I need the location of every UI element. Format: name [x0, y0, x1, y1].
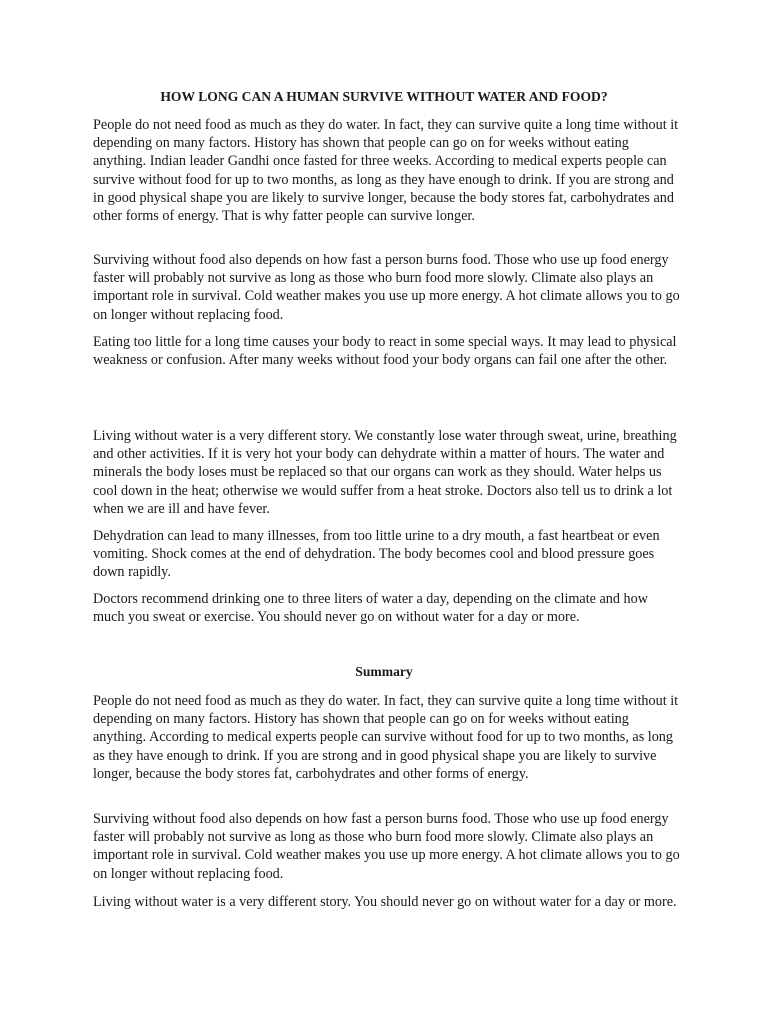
paragraph-eating-little: Eating too little for a long time causes your body to react in some special ways. It may lead to physical weakness or confusion. After many weeks without food your body organs can fail one after the other.	[93, 334, 677, 369]
summary-paragraph-water: Living without water is a very different story. You should never go on without water for a day or more.	[93, 894, 677, 910]
document-title: HOW LONG CAN A HUMAN SURVIVE WITHOUT WATER AND FOOD?	[160, 89, 608, 104]
summary-heading: Summary	[355, 664, 413, 679]
paragraph-doctors-recommend: Doctors recommend drinking one to three liters of water a day, depending on the climate and how much you sweat or exercise. You should never go on without water for a day or more.	[93, 591, 648, 626]
paragraph-food-burn: Surviving without food also depends on how fast a person burns food. Those who use up food energy faster will probably not survive as long as those who burn food more slowly. Climate also plays an important role in survival. Cold weather makes you use up more energy. A hot climate allows you to go on longer without replacing food.	[93, 252, 680, 323]
summary-paragraph-food: People do not need food as much as they do water. In fact, they can survive quite a long time without it depending on many factors. History has shown that people can go on for weeks without eating anything. According to medical experts people can survive without food for up to two months, as long as they have enough to drink. If you are strong and in good physical shape you are likely to survive longer, because the body stores fat, carbohydrates and other forms of energy.	[93, 693, 679, 782]
summary-paragraph-burn: Surviving without food also depends on how fast a person burns food. Those who use up food energy faster will probably not survive as long as those who burn food more slowly. Climate also plays an important role in survival. Cold weather makes you use up more energy. A hot climate allows you to go on longer without replacing food.	[93, 811, 680, 882]
paragraph-water-intro: Living without water is a very different story. We constantly lose water through sweat, urine, breathing and other activities. If it is very hot your body can dehydrate within a matter of hours. The water and minerals the body loses must be replaced so that our organs can work as they should. Water helps us cool down in the heat; otherwise we would suffer from a heat stroke. Doctors also tell us to drink a lot when we are ill and have fever.	[93, 428, 677, 517]
paragraph-food-intro: People do not need food as much as they do water. In fact, they can survive quite a long time without it depending on many factors. History has shown that people can go on for weeks without eating anything. Indian leader Gandhi once fasted for three weeks. According to medical experts people can survive without food for up to two months, as long as they have enough to drink. If you are strong and in good physical shape you are likely to survive longer, because the body stores fat, carbohydrates and other forms of energy. That is why fatter people can survive longer.	[93, 117, 679, 225]
paragraph-dehydration: Dehydration can lead to many illnesses, from too little urine to a dry mouth, a fast heartbeat or even vomiting. Shock comes at the end of dehydration. The body becomes cool and blood pressure goes down rapidly.	[93, 528, 660, 581]
